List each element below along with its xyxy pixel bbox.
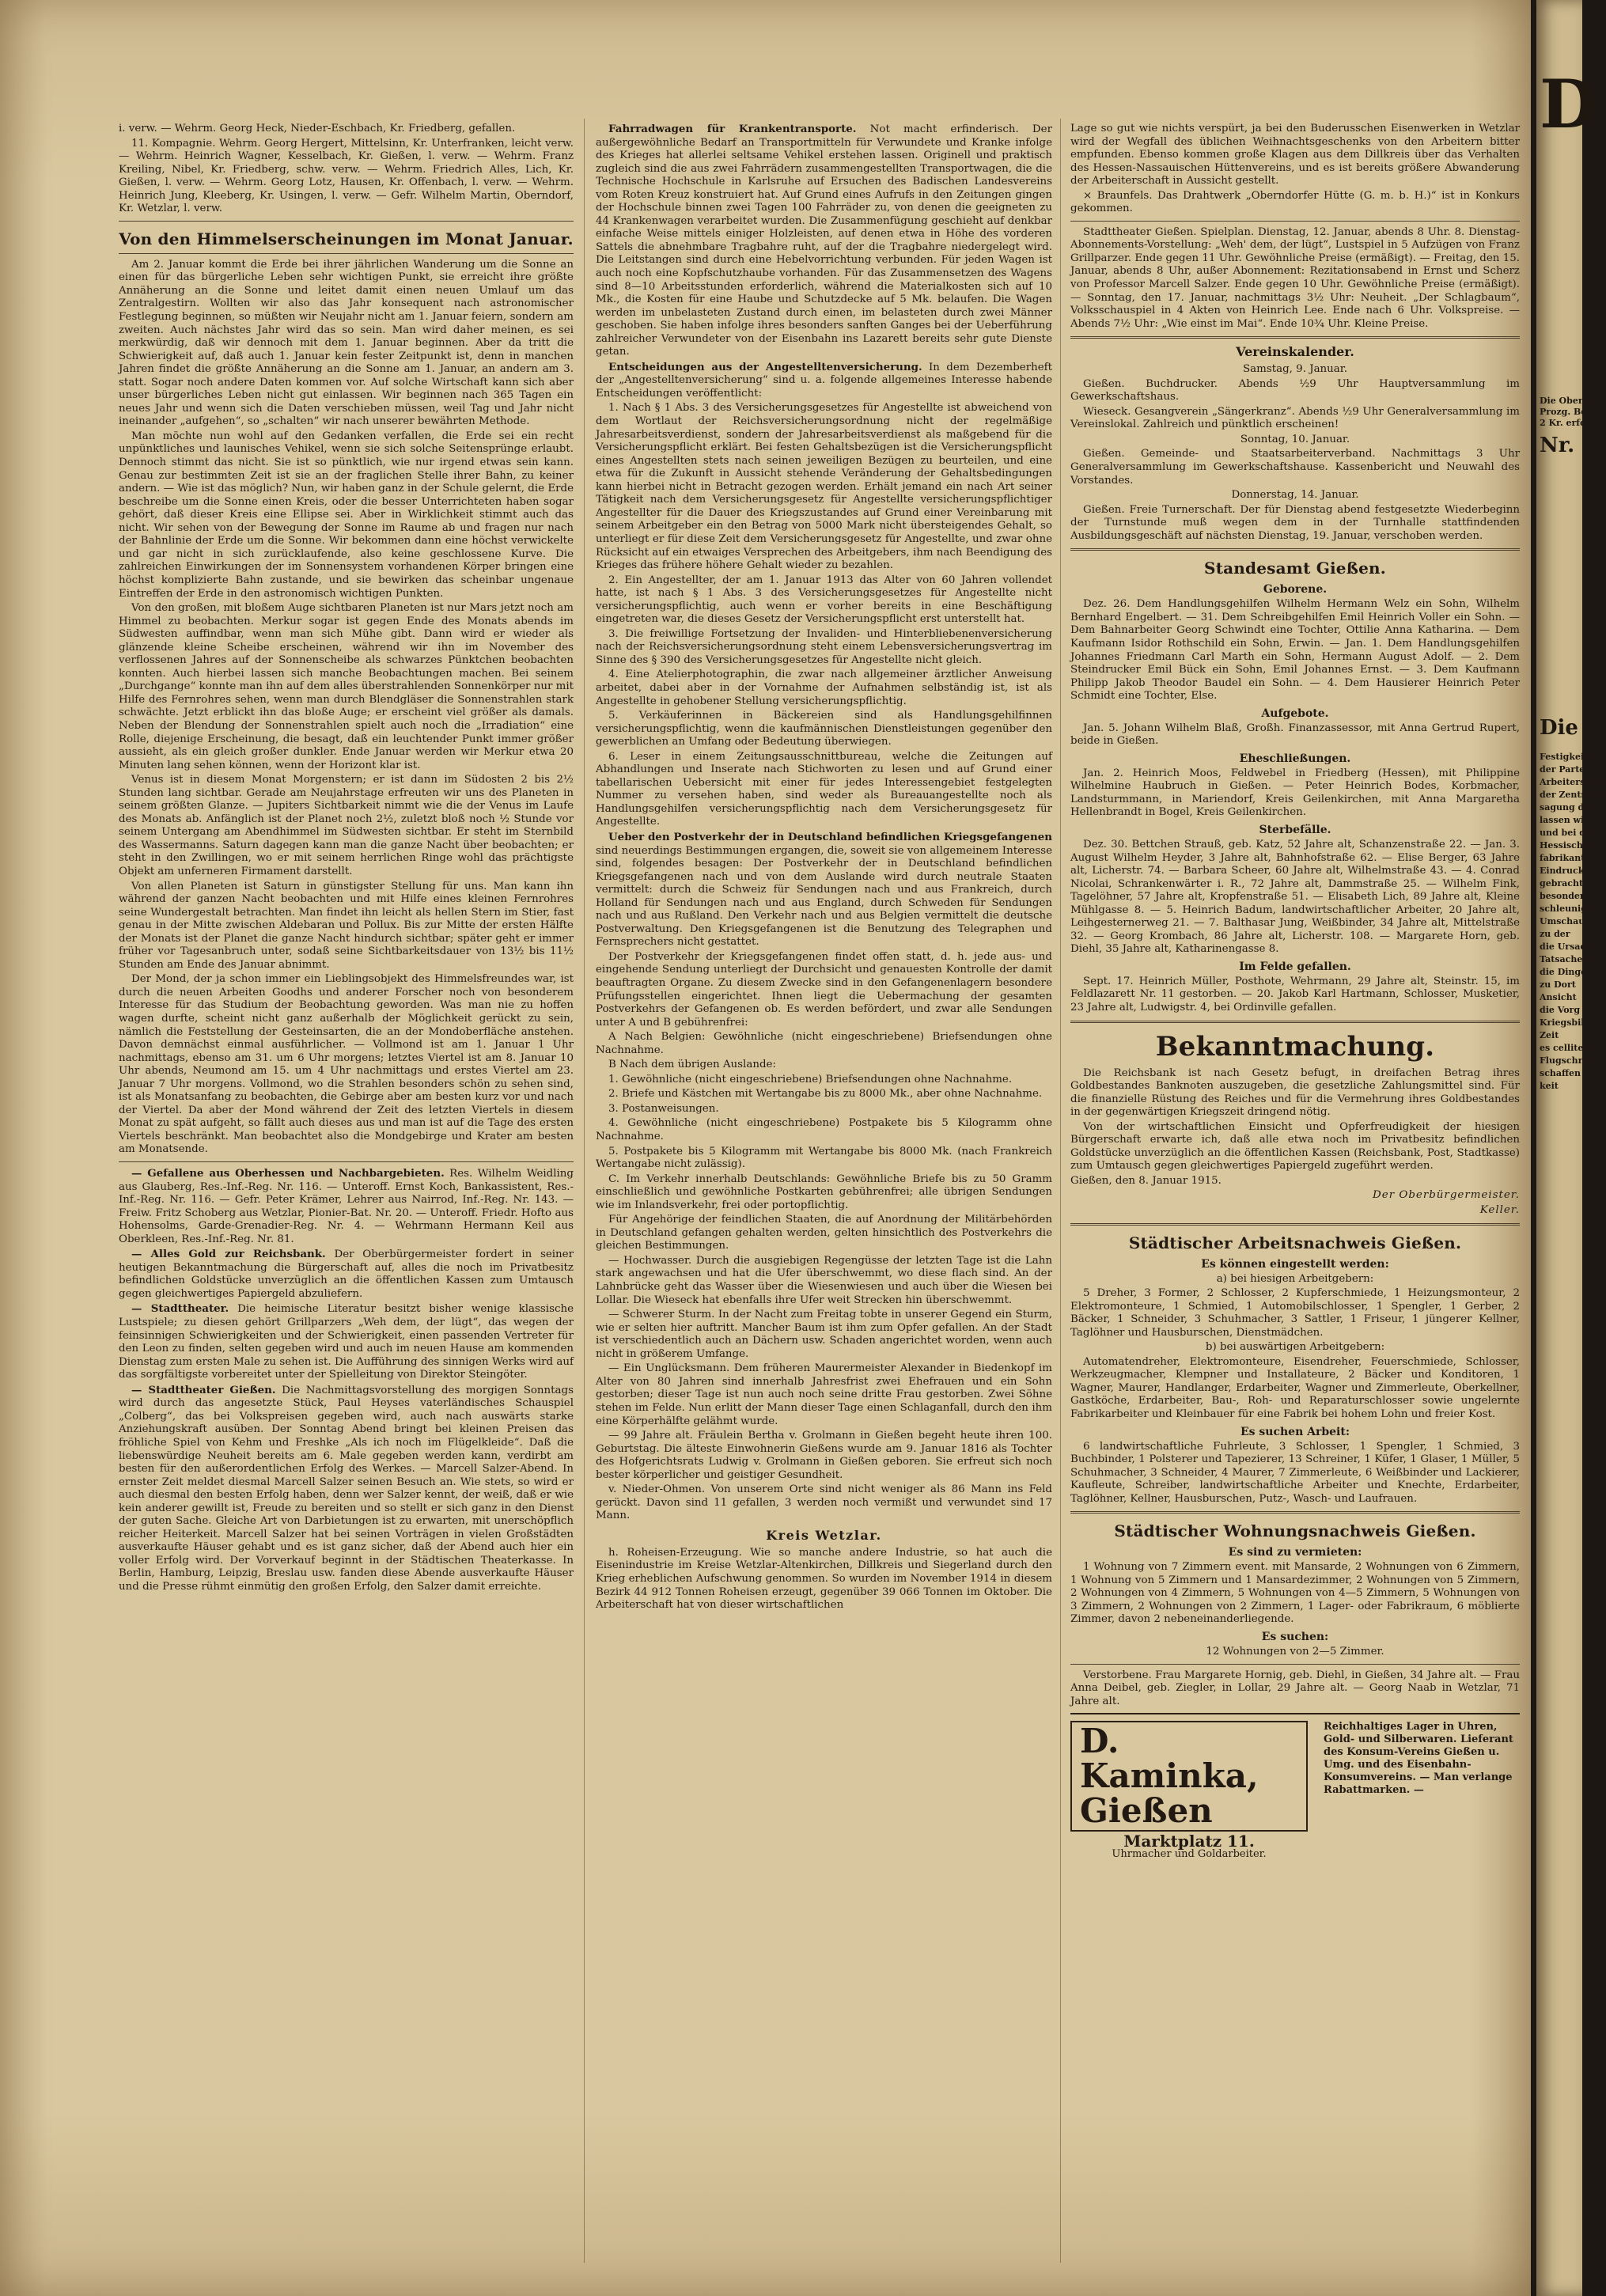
next-page-text-line: Hessischen: [1540, 840, 1595, 851]
section-heading-standesamt: Standesamt Gießen.: [1204, 559, 1386, 578]
next-page-text-line: schaffen: [1540, 1068, 1581, 1078]
subheading: Es suchen:: [1261, 1631, 1329, 1644]
item-headline: Fahrradwagen für Krankentransporte.: [608, 123, 857, 135]
next-page-text: Die Oberh: [1540, 396, 1589, 406]
item-text: Die heimische Literatur besitzt bisher wenige klassische Lustspiele; zu diesen gehört Grillparzers „Weh dem, der lügt“, das wegen der feinsinnigen Schwierigkeiten und der Schwierigkeit, einen passenden Vertreter für den Leon zu finden, selten gegeben wird und auch im neuen Hause am kommenden Dienstag zum ersten Male zu sehen ist. Die Aufführung des sinnigen Werks wird auf das sorgfältigste vorbereitet unter der Spielleitung von Direktor Steingöter.: [119, 1303, 574, 1381]
column-left: [119, 123, 574, 1596]
list-item: 1. Nach § 1 Abs. 3 des Versicherungsgesetzes für Angestellte ist abweichend von dem Wortlaut der Reichsversicherungsordnung nicht der regelmäßige Jahresarbeitsverdienst, sondern der Jahresarbeitsverdienst als maßgebend für die Versicherungspflicht erklärt. Bei festen Gehaltsbezügen ist die Versicherungspflicht eines Angestellten stets nach seinen jeweiligen Bezügen zu beurteilen, und eine etwa für die Zukunft in Aussicht stehende Veränderung der Gehaltsbedingungen kann hierbei nicht in Betracht gezogen werden. Erhält jemand ein nach Art seiner Tätigkeit nach dem Versicherungsgesetz für Angestellte versicherungspflichtiger Angestellter für die Dauer des Kriegszustandes auf Grund einer Vereinbarung mit seinem Arbeitgeber ein den Betrag von 5000 Mark nicht übersteigendes Gehalt, so unterliegt er für diese Zeit dem Versicherungsgesetz für Angestellte, und zwar ohne Rücksicht auf ein etwaiges Versprechen des Arbeitgebers, ihm nach Beendigung des Krieges das frühere höhere Gehalt wieder zu bezahlen.: [596, 402, 1052, 572]
local-news-item: × Braunfels. Das Drahtwerk „Oberndorfer Hütte (G. m. b. H.)“ ist in Konkurs gekommen.: [1070, 189, 1520, 215]
subheading: Es sind zu vermieten:: [1228, 1546, 1362, 1559]
notice-date: Gießen, den 8. Januar 1915.: [1070, 1174, 1222, 1187]
next-page-text-line: besonders: [1540, 891, 1589, 901]
article-paragraph: 2. Briefe und Kästchen mit Wertangabe bis zu 8000 Mk., aber ohne Nachnahme.: [608, 1088, 1043, 1101]
date-line: Sonntag, 10. Januar.: [1240, 433, 1350, 445]
article-paragraph: Von allen Planeten ist Saturn in günstigster Stellung für uns. Man kann ihn während der ganzen Nacht beobachten und mit Hilfe eines kleinen Fernrohres seine Wundergestalt betrachten. Man findet ihn leicht als hellen Stern im Stier, fast genau in der Mitte zwischen Aldebaran und Pollux. Bis zur Mitte der ersten Hälfte der Monats ist der Planet die ganze Nacht hindurch sichtbar; später geht er immer früher vor Tagesanbruch unter, sodaß seine Sichtbarkeitsdauer von 13½ bis 11½ Stunden am Ende des Januar abnimmt.: [119, 880, 574, 971]
column-rule: [1060, 119, 1061, 2263]
local-news-item: — Schwerer Sturm. In der Nacht zum Freitag tobte in unserer Gegend ein Sturm, wie er selten hier auftritt. Mancher Baum ist ihm zum Opfer gefallen. An der Stadt ist verschiedentlich auch an Dächern usw. Schaden angerichtet worden, wenn auch nicht in größerem Umfange.: [596, 1309, 1052, 1360]
column-rule: [584, 119, 585, 2263]
job-list: Automatendreher, Elektromonteure, Eisendreher, Feuerschmiede, Schlosser, Werkzeugmacher, Klempner und Installateure, 2 Bäcker und Konditoren, 1 Wagner, Maurer, Handlanger, Erdarbeiter, Wagner und Zimmerleute, Oberkellner, Gastköche, Erdarbeiter, Bau-, Roh- und Reparaturschlosser sowie ungelernte Fabrikarbeiter und Kleinbauer für eine Fabrik bei hohem Lohn und freier Kost.: [1070, 1355, 1520, 1421]
article-paragraph: Lage so gut wie nichts verspürt, ja bei den Buderusschen Eisenwerken in Wetzlar wird der Wegfall des üblichen Weihnachtsgeschenks von den Arbeitern bitter empfunden. Ebenso kommen große Klagen aus dem Dillkreis über das Verhalten des Hessen-Nassauischen Hüttenvereins, und es ist bereits größere Abwanderung der Arbeiterschaft in Aussicht gestellt.: [1070, 123, 1520, 188]
death-notice: Verstorbene. Frau Margarete Hornig, geb. Diehl, in Gießen, 34 Jahre alt. — Frau Anna Deibel, geb. Ziegler, in Lollar, 29 Jahre alt. — Georg Naab in Wetzlar, 71 Jahre alt.: [1070, 1669, 1520, 1707]
housing-list: 12 Wohnungen von 2—5 Zimmer.: [1206, 1646, 1384, 1658]
next-page-text-line: die Vorg: [1540, 1005, 1581, 1015]
next-page-text-line: die Dinge: [1540, 967, 1587, 977]
article-paragraph: 3. Postanweisungen.: [608, 1102, 719, 1115]
notice-signature-office: Der Oberbürgermeister.: [1373, 1189, 1520, 1202]
subheading-sterbefaelle: Sterbefälle.: [1259, 823, 1331, 836]
next-page-text-line: fabrikanten: [1540, 853, 1597, 863]
section-heading-wohnungsnachweis: Städtischer Wohnungsnachweis Gießen.: [1114, 1521, 1476, 1541]
registry-text: Dez. 30. Bettchen Strauß, geb. Katz, 52 Jahre alt, Schanzenstraße 22. — Jan. 3. August Wilhelm Heyder, 3 Jahre alt, Bahnhofstraße 62. — Elise Berger, 63 Jahre alt, Licherstr. 74. — Barbara Scheer, 60 Jahre alt, Wilhelmstraße 43. — 4. Conrad Nicolai, Schrankenwärter i. R., 72 Jahre alt, Dammstraße 25. — Wilhelm Fink, Tagelöhner, 57 Jahre alt, Kropfenstraße 51. — Elisabeth Lich, 89 Jahre alt, Kleine Mühlgasse 8. — 5. Heinrich Badum, landwirtschaftlicher Arbeiter, 20 Jahre alt, Leihgesternerweg 21. — 7. Balthasar Jung, Weißbinder, 34 Jahre alt, Mittelstraße 32. — Georg Krombach, 86 Jahre alt, Licherstr. 108. — Margarete Horn, geb. Diehl, 35 Jahre alt, Katharinengasse 8.: [1070, 838, 1520, 956]
article-paragraph: Am 2. Januar kommt die Erde bei ihrer jährlichen Wanderung um die Sonne an einen für das bürgerliche Leben sehr wichtigen Punkt, sie erreicht ihre größte Annäherung an die Sonne und leitet damit einen neuen Umlauf um das Zentralgestirn. Wollten wir also das Jahr konsequent nach astronomischer Festlegung beginnen, so müßten wir Neujahr nicht am 1. Januar feiern, sondern am zweiten. Auch nächstes Jahr wird das so sein. Man wird daher meinen, es sei merkwürdig, daß wir dennoch mit dem 1. Januar beginnen. Aber da tritt die Schwierigkeit auf, daß auch 1. Januar kein fester Zeitpunkt ist, denn in manchen Jahren findet die größte Annäherung an die Sonne am 1. Januar, an andern am 3. statt. Sogar noch andere Daten kommen vor. Auf solche Wirtschaft kann sich aber unser bürgerliches Leben nicht gut einlassen. Wir beginnen nach 365 Tagen ein neues Jahr und wenn sich die Daten verschieben müssen, weil Tag und Jahr nicht ineinander „aufgehen“, so „schalten“ wir nach unserer bewährten Methode.: [119, 258, 574, 428]
divider: [119, 253, 574, 254]
casualty-list-item: 11. Kompagnie. Wehrm. Georg Hergert, Mittelsinn, Kr. Unterfranken, leicht verw. — Wehrm. Heinrich Wagner, Kesselbach, Kr. Gießen, l. verw. — Wehrm. Franz Kreiling, Nibel, Kr. Friedberg, schw. verw. — Wehrm. Friedrich Alles, Lich, Kr. Gießen, l. verw. — Wehrm. Georg Lotz, Hausen, Kr. Offenbach, l. verw. — Wehrm. Heinrich Jung, Kleeberg, Kr. Usingen, l. verw. — Gefr. Wilhelm Martin, Oberndorf, Kr. Wetzlar, l. verw.: [119, 137, 574, 215]
next-page-text-line: Kriegsbild: [1540, 1017, 1591, 1028]
article-paragraph: Für Angehörige der feindlichen Staaten, die auf Anordnung der Militärbehörden in Deutschland gefangen gehalten werden, gelten hinsichtlich des Postverkehrs die gleichen Bestimmungen.: [596, 1214, 1052, 1252]
list-item: 3. Die freiwillige Fortsetzung der Invaliden- und Hinterbliebenenversicherung nach der Reichsversicherungsordnung steht einem Lebensversicherungsvertrag im Sinne des § 390 des Versicherungsgesetzes für Angestellte nicht gleich.: [596, 627, 1052, 666]
calendar-entry: Wieseck. Gesangverein „Sängerkranz“. Abends ½9 Uhr Generalversammlung im Vereinslokal. Zahlreich und pünktlich erscheinen!: [1070, 405, 1520, 431]
next-page-text-line: Festigkeit s: [1540, 752, 1597, 762]
divider: [1070, 336, 1520, 339]
subheading-im-felde-gefallen: Im Felde gefallen.: [1239, 960, 1351, 973]
subheading: Es suchen Arbeit:: [1240, 1425, 1350, 1438]
item-headline: — Stadttheater.: [131, 1302, 229, 1316]
registry-text: Dez. 26. Dem Handlungsgehilfen Wilhelm Hermann Welz ein Sohn, Wilhelm Bernhard Engelbert. — 31. Dem Schreibgehilfen Emil Heinrich Voller ein Sohn. — Dem Bahnarbeiter Georg Schwindt eine Tochter, Ottilie Anna Katharina. — Dem Kaufmann Isidor Rothschild ein Sohn, Erwin. — Jan. 1. Dem Handlungsgehilfen Johannes Friedmann Carl Marth ein Sohn, Hermann August Adolf. — 2. Dem Steindrucker Emil Bück ein Sohn, Emil Johannes Ernst. — 3. Dem Kaufmann Philipp Jakob Theodor Baudel ein Sohn. — 4. Dem Hausierer Heinrich Peter Schmidt eine Tochter, Else.: [1070, 598, 1520, 703]
ad-firm-name: D. Kaminka, Gießen: [1070, 1721, 1308, 1832]
item-text: Der Oberbürgermeister fordert in seiner heutigen Bekanntmachung die Bürgerschaft auf, alles die noch im Privatbesitz befindlichen Goldstücke unverzüglich an die öffentlichen Kassen zum Umtausch gegen gleichwertiges Papiergeld abzuliefern.: [119, 1248, 574, 1300]
calendar-entry: Gießen. Gemeinde- und Staatsarbeiterverband. Nachmittags 3 Uhr Generalversammlung im Gewerkschaftshause. Kassenbericht und Neuwahl des Vorstandes.: [1070, 448, 1520, 487]
subheading-aufgebote: Aufgebote.: [1261, 707, 1329, 720]
item-text: Not macht erfinderisch. Der außergewöhnliche Bedarf an Transportmitteln für Verwundete und Kranke infolge des Krieges hat allerlei seltsame Vehikel erstehen lassen. Originell und praktisch zugleich sind die aus zwei Fahrrädern zusammengestellten Transportwagen, die die Technische Hochschule in Karlsruhe auf Ersuchen des Badischen Landesvereins vom Roten Kreuz konstruiert hat. Auf Grund eines Aufrufs in den Zeitungen gingen der Hochschule binnen zwei Tagen 100 Fahrräder zu, von denen die geeigneten zu 44 Krankenwagen verarbeitet wurden. Die Zusammenfügung geschieht auf denkbar einfache Weise mittels einiger Holzleisten, auf denen etwa in Höhe des vorderen Sattels die abnehmbare Tragbahre ruht, auf der die Tragbahre niedergelegt wird. Die Leitstangen sind durch eine Hebelvorrichtung verbunden. Für jeden Wagen ist auch noch eine Kopfschutzhaube vorhanden. Für das Zusammensetzen des Wagens sind 8—10 Arbeitsstunden erforderlich, während die Materialkosten sich auf 10 Mk., die Kosten für eine Haube und Schutzdecke auf 5 Mk. belaufen. Die Wagen werden im unbelasteten Zustand durch einen, im belasteten durch zwei Männer geschoben. Sie haben infolge ihres besonders sanften Ganges bei der Ueberführung zahlreicher Verwundeter von der Eisenbahn ins Lazarett bereits sehr gute Dienste getan.: [596, 123, 1052, 358]
ad-left-block: [1070, 1721, 1308, 1861]
registry-text: Jan. 5. Johann Wilhelm Blaß, Großh. Finanzassessor, mit Anna Gertrud Rupert, beide in Gießen.: [1070, 722, 1520, 748]
article-paragraph: C. Im Verkehr innerhalb Deutschlands: Gewöhnliche Briefe bis zu 50 Gramm einschließlich und gewöhnliche Postkarten gebührenfrei; alle übrigen Sendungen wie im Inlandsverkehr, frei oder portopflichtig.: [596, 1173, 1052, 1211]
item-text: In dem Dezemberheft der „Angestelltenversicherung“ sind u. a. folgende allgemeines Interesse habende Entscheidungen veröffentlicht:: [596, 361, 1052, 400]
list-item: 2. Ein Angestellter, der am 1. Januar 1913 das Alter von 60 Jahren vollendet hatte, ist nach § 1 Abs. 3 des Versicherungsgesetzes für Angestellte nicht versicherungspflichtig, auch wenn er vorher bereits in eine Beschäftigung eingetreten war, die dieses Gesetz der Versicherungspflicht erst unterstellt hat.: [596, 574, 1052, 626]
registry-text: Sept. 17. Heinrich Müller, Posthote, Wehrmann, 29 Jahre alt, Steinstr. 15, im Feldlazarett Nr. 11 gestorben. — 20. Jakob Karl Hartmann, Schlosser, Musketier, 23 Jahre alt, Ludwigstr. 4, bei Ordinville gefallen.: [1070, 975, 1520, 1013]
article-paragraph: 5. Postpakete bis 5 Kilogramm mit Wertangabe bis 8000 Mk. (nach Frankreich Wertangabe nicht zulässig).: [596, 1145, 1052, 1171]
housing-list: 1 Wohnung von 7 Zimmern event. mit Mansarde, 2 Wohnungen von 6 Zimmern, 1 Wohnung von 5 Zimmern und 1 Mansardezimmer, 2 Wohnungen von 5 Zimmern, 2 Wohnungen von 4 Zimmern, 5 Wohnungen von 4—5 Zimmern, 5 Wohnungen von 3 Zimmern, 2 Wohnungen von 2 Zimmern, 1 Lager- oder Fabrikraum, 6 möblierte Zimmer, davon 2 nebeneinanderliegende.: [1070, 1561, 1520, 1626]
subheading: b) bei auswärtigen Arbeitgebern:: [1205, 1341, 1385, 1354]
next-page-text-line: gebracht: [1540, 878, 1584, 888]
divider: [1070, 221, 1520, 222]
column-middle: [596, 123, 1052, 1614]
divider: [1070, 548, 1520, 551]
next-page-text-line: die Ursache: [1540, 942, 1598, 952]
next-page-text-line: Eindruck: [1540, 866, 1585, 876]
notice-signature-name: Keller.: [1479, 1204, 1520, 1216]
subheading-eheschliessungen: Eheschließungen.: [1239, 752, 1351, 765]
job-list: 6 landwirtschaftliche Fuhrleute, 3 Schlosser, 1 Spengler, 1 Schmied, 3 Buchbinder, 1 Polsterer und Tapezierer, 13 Schreiner, 1 Küfer, 1 Glaser, 1 Müller, 5 Schuhmacher, 3 Schneider, 4 Maurer, 7 Zimmerleute, 6 Weißbinder und Lackierer, Kaufleute, Schreiber, landwirtschaftliche Arbeiter und Knechte, Erdarbeiter, Taglöhner, Kellner, Hausburschen, Putz-, Wasch- und Laufrauen.: [1070, 1440, 1520, 1505]
job-list: 5 Dreher, 3 Former, 2 Schlosser, 2 Kupferschmiede, 1 Heizungsmonteur, 2 Elektromonteure, 1 Schmied, 1 Automobilschlosser, 1 Spengler, 1 Gerber, 2 Bäcker, 1 Schneider, 3 Schuhmacher, 3 Sattler, 1 Friseur, 1 jüngerer Kellner, Taglöhner und Hausburschen, Dienstmädchen.: [1070, 1287, 1520, 1339]
next-page-masthead-fragment: D: [1540, 65, 1597, 143]
article-headline-himmel: Von den Himmelserscheinungen im Monat Januar.: [119, 229, 574, 248]
article-paragraph: Man möchte nun wohl auf den Gedanken verfallen, die Erde sei ein recht unpünktliches und launisches Vehikel, wenn sie sich solche Seitensprünge erlaubt. Dennoch stimmt das nicht. Sie ist so pünktlich, wie nur irgend etwas sein kann. Genau zur bestimmten Zeit ist sie an der fraglichen Stelle ihrer Bahn, zu keiner andern. — Wie ist das möglich? Nun, wir haben ganz in der Schule gelernt, die Erde beschreibe um die Sonne einen Kreis, oder die besser Unterrichteten haben sogar gehört, daß dieser Kreis eine Ellipse sei. Aber in Wirklichkeit stimmt auch das nicht. Wir sehen von der Bewegung der Sonne im Raume ab und fragen nur nach der Bahnlinie der Erde um die Sonne. Wir bekommen dann eine höchst verwickelte und gar nicht in sich zurücklaufende, also keine geschlossene Kurve. Die zahlreichen Einwirkungen der im Sonnensystem vorhandenen Körper bringen eine höchst komplizierte Bahn zustande, und sie bewirken das scheinbar ungenaue Eintreffen der Erde in den astronomisch wichtigen Punkten.: [119, 430, 574, 600]
notice-paragraph: Die Reichsbank ist nach Gesetz befugt, in dreifachen Betrag ihres Goldbestandes Banknoten auszugeben, die gesetzliche Zahlungsmittel sind. Für die finanzielle Rüstung des Reiches und für die Vermehrung ihres Goldbestandes in der gegenwärtigen Kriegszeit dringend nötig.: [1070, 1067, 1520, 1119]
next-page-text-line: und bei der: [1540, 828, 1596, 838]
divider: [119, 221, 574, 222]
list-item: 4. Eine Atelierphotographin, die zwar nach allgemeiner ärztlicher Anweisung arbeitet, dabei aber in der Vornahme der Aufnahmen selbständig ist, ist als Angestellte in gehobener Stellung versicherungspflichtig.: [596, 669, 1052, 707]
next-page-text-line: Umschau: [1540, 916, 1585, 926]
next-page-text-line: Zeit: [1540, 1030, 1559, 1040]
next-page-text-line: zu Dort: [1540, 979, 1576, 990]
article-paragraph: B Nach dem übrigen Auslande:: [608, 1059, 776, 1071]
local-news-item: v. Nieder-Ohmen. Von unserem Orte sind nicht weniger als 86 Mann ins Feld gerückt. Davon sind 11 gefallen, 3 werden noch vermißt und verwundet sind 17 Mann.: [596, 1483, 1052, 1522]
item-headline: — Alles Gold zur Reichsbank.: [131, 1248, 326, 1261]
casualty-list-item: i. verw. — Wehrm. Georg Heck, Nieder-Eschbach, Kr. Friedberg, gefallen.: [119, 123, 516, 135]
next-page-text-line: zu der: [1540, 929, 1570, 939]
calendar-entry: Gießen. Freie Turnerschaft. Der für Dienstag abend festgesetzte Wiederbeginn der Turnstunde muß wegen dem in der Turnhalle stattfindenden Ausbildungsgeschäft auf nächsten Dienstag, 19. Januar, verschoben werden.: [1070, 503, 1520, 542]
local-news-item: — Hochwasser. Durch die ausgiebigen Regengüsse der letzten Tage ist die Lahn stark angewachsen und hat die Ufer überschwemmt, wo diese flach sind. An der Lahnbrücke geht das Wasser über die Wiesenwiesen und auch über die Wiesen bei Lollar. Die Wieseck hat ebenfalls ihre Ufer weit Strecken hin überschwemmt.: [596, 1254, 1052, 1306]
date-line: Donnerstag, 14. Januar.: [1231, 489, 1359, 502]
item-text: Res. Wilhelm Weidling aus Glauberg, Res.-Inf.-Reg. Nr. 116. — Unteroff. Ernst Koch, Bankassistent, Res.-Inf.-Reg. Nr. 116. — Gefr. Peter Krämer, Lehrer aus Nairrod, Inf.-Reg. Nr. 143. — Freiw. Fritz Schoberg aus Wetzlar, Pionier-Bat. Nr. 20. — Unteroff. Friedr. Hofto aus Hohensolms, Garde-Grenadier-Reg. Nr. 4. — Wehrmann Hermann Keil aus Oberkleen, Res.-Inf.-Reg. Nr. 81.: [119, 1168, 574, 1245]
next-page-text: 2 Kr. erfch: [1540, 418, 1592, 428]
divider: [1070, 1664, 1520, 1665]
list-item: 6. Leser in einem Zeitungsausschnittbureau, welche die Zeitungen auf Abhandlungen und Inserate nach Stichworten zu lesen und auf Grund einer tabellarischen Uebersicht mit einer für jedes Interessengebiet festgelegten Nummer zu versehen haben, sind weder als Bureauangestellte noch als Handlungsgehilfen versicherungspflichtig nach dem Versicherungsgesetz für Angestellte.: [596, 750, 1052, 828]
next-page-text-line: Flugschrift: [1540, 1055, 1594, 1066]
notice-paragraph: Von der wirtschaftlichen Einsicht und Opferfreudigkeit der hiesigen Bürgerschaft erwarte ich, daß alle etwa noch im Privatbesitz befindlichen Goldstücke unverzüglich an die öffentlichen Kassen (Reichsbank, Post, Stadtkasse) zum Umtausch gegen gleichwertiges Papiergeld zugeführt werden.: [1070, 1120, 1520, 1173]
article-paragraph: Von den großen, mit bloßem Auge sichtbaren Planeten ist nur Mars jetzt noch am Himmel zu beobachten. Merkur sogar ist gegen Ende des Monats abends im Südwesten auffindbar, wenn man sich Mühe gibt. Dann wird er wieder als glänzende kleine Scheibe erscheinen, während wir ihn im November des verflossenen Jahres auf der Sonnenscheibe als schwarzes Pünktchen beobachten konnten. Auch hierbei lassen sich manche Beobachtungen machen. Bei seinem „Durchgange“ konnte man ihn auf dem alles überstrahlenden Sonnenkörper nur mit Hilfe des Fernrohres sehen, wenn man durch Blendgläser die Sonnenstrahlen stark schwächte. Jetzt erblickt ihn das bloße Auge; er erscheint viel größer als damals. Neben der Blendung der Sonnenstrahlen spielt auch noch die „Irradiation“ eine Rolle, diejenige Erscheinung, die besagt, daß ein leuchtender Punkt immer größer aussieht, als ein gleich großer dunkler. Ende Januar werden wir Merkur etwa 20 Minuten lang sehen können, wenn der Horizont klar ist.: [119, 602, 574, 771]
divider: [1070, 1511, 1520, 1514]
section-heading-vereinskalender: Vereinskalender.: [1236, 344, 1354, 360]
advertisement-kaminka: [1070, 1713, 1520, 1860]
next-page-text-line: Tatsachen: [1540, 954, 1589, 964]
section-heading-arbeitsnachweis: Städtischer Arbeitsnachweis Gießen.: [1128, 1233, 1462, 1252]
ad-address: Marktplatz 11.: [1123, 1832, 1255, 1851]
item-headline: — Stadttheater Gießen.: [131, 1383, 276, 1396]
next-page-text-line: schleunig: [1540, 904, 1587, 914]
article-paragraph: 1. Gewöhnliche (nicht eingeschriebene) Briefsendungen ohne Nachnahme.: [608, 1073, 1013, 1085]
calendar-entry: Gießen. Buchdrucker. Abends ½9 Uhr Hauptversammlung im Gewerkschaftshaus.: [1070, 377, 1520, 404]
date-line: Samstag, 9. Januar.: [1243, 363, 1347, 376]
article-paragraph: Der Mond, der ja schon immer ein Lieblingsobjekt des Himmelsfreundes war, ist durch die neuen Arbeiten Goodhs und anderer Forscher noch von besonderem Interesse für das Studium der Beobachtung geworden. Was man nie zu hoffen wagen durfte, scheint nicht ganz außerhalb der Möglichkeit gerückt zu sein, nämlich die Feststellung der Gesteinsarten, die an der Mondoberfläche anstehen. Davon demnächst einmal ausführlicher. — Vollmond ist am 1. Januar 1 Uhr nachmittags, ebenso am 31. um 6 Uhr morgens; letztes Viertel ist am 8. Januar 10 Uhr abends, Neumond am 15. um 4 Uhr nachmittags und erstes Viertel am 23. Januar 7 Uhr morgens. Vollmond, wo die Strahlen besonders schön zu sehen sind, ist als Monatsanfang zu beobachten, die Gebirge aber am besten kurz vor und nach der Viertel. Da aber der Mond während der Zeit des letzten Viertels in diesem Monat zu spät aufgeht, so fällt auch dieses aus und man ist auf die Tage des ersten Viertels beschränkt. Man beobachtet also die Mondgebirge und Krater am besten am Monatsende.: [119, 973, 574, 1156]
next-page-text-line: sagung des: [1540, 802, 1595, 813]
article-paragraph: Venus ist in diesem Monat Morgenstern; er ist dann im Südosten 2 bis 2½ Stunden lang sichtbar. Gerade am Neujahrstage erfreuten wir uns des Planeten in seinem größten Glanze. — Jupiters Sichtbarkeit nimmt wie die der Venus im Laufe des Monats ab. Anfänglich ist der Planet noch 2½, zuletzt bloß noch ½ Stunde vor seinem Untergang am Abendhimmel im Südwesten sichtbar. Er steht im Sternbild des Wassermanns. Saturn dagegen kann man die ganze Nacht über beobachten; er steht in den Zwillingen, wo er mit seinem herrlichen Ringe wohl das prächtigste Objekt am unferneren Firmament darstellt.: [119, 774, 574, 877]
article-paragraph: h. Roheisen-Erzeugung. Wie so manche andere Industrie, so hat auch die Eisenindustrie im Kreise Wetzlar-Altenkirchen, Dillkreis und Siegerland durch den Krieg erheblichen Aufschwung genommen. So wurden im November 1914 in diesem Bezirk 44 912 Tonnen Roheisen erzeugt, gegenüber 39 066 Tonnen im Oktober. Die Arbeiterschaft hat von dieser wirtschaftlichen: [596, 1546, 1052, 1612]
divider: [1070, 1223, 1520, 1226]
local-news-item: — Ein Unglücksmann. Dem früheren Maurermeister Alexander in Biedenkopf im Alter von 80 Jahren sind innerhalb Jahresfrist zwei Ehefrauen und ein Sohn gestorben; dieser Tage ist nun auch noch seine dritte Frau gestorben. Zwei Söhne stehen im Felde. Nun erlitt der Mann dieser Tage einen Schlaganfall, durch den ihm eine Körperhälfte gelähmt wurde.: [596, 1362, 1052, 1427]
next-page-edge: [1536, 0, 1606, 2296]
divider: [1070, 1021, 1520, 1023]
article-paragraph: Der Postverkehr der Kriegsgefangenen findet offen statt, d. h. jede aus- und eingehende Sendung unterliegt der Durchsicht und genauesten Kontrolle der damit beauftragten Organe. Zu diesem Zwecke sind in den Gefangenenlagern besondere Prüfungsstellen eingerichtet. Ihnen liegt die Uebermachung der gesamten Postverkehrs der Gefangenen ob. Es werden befördert, und zwar alle Sendungen unter A und B gebührenfrei:: [596, 950, 1052, 1029]
next-page-text: Prozg. Be: [1540, 407, 1587, 417]
article-paragraph: A Nach Belgien: Gewöhnliche (nicht eingeschriebene) Briefsendungen ohne Nachnahme.: [596, 1031, 1052, 1056]
next-page-text-line: es celliten: [1540, 1043, 1590, 1053]
item-text: sind neuerdings Bestimmungen ergangen, die, soweit sie von allgemeinem Interesse sind, folgendes besagen: Der Postverkehr der in Deutschland befindlichen Kriegsgefangenen nach und von dem Auslande wird durch neutrale Staaten vermittelt: durch die Schweiz für Sendungen nach und aus Frankreich, durch Holland für Sendungen nach und aus England, durch Schweden für Sendungen nach und aus Rußland. Den Verkehr nach und aus Belgien vermittelt die deutsche Postverwaltung. Den Kriegsgefangenen ist die Benutzung des Telegraphen und Fernsprechers nicht gestattet.: [596, 844, 1052, 949]
list-item: 5. Verkäuferinnen in Bäckereien sind als Handlungsgehilfinnen versicherungspflichtig, wenn die kaufmännischen Dienstleistungen gegenüber den gewerblichen an Umfang oder Bedeutung überwiegen.: [596, 710, 1052, 748]
next-page-text-line: der Partei: [1540, 764, 1589, 775]
ad-trade: Uhrmacher und Goldarbeiter.: [1112, 1847, 1267, 1860]
item-text: Die Nachmittagsvorstellung des morgigen Sonntags wird durch das angesetzte Stück, Paul Heyses vaterländisches Schauspiel „Colberg“, das bei Volkspreisen gegeben wird, auch nach auswärts starke Anziehungskraft ausüben. Der Sonntag Abend bringt bei kleinen Preisen das fröhliche Spiel von Kehm und Freshke „Als ich noch im Flügelkleide“. Daß die liebenswürdige Neuheit bereits am 6. Male gegeben werden kann, verdirbt am besten für den außerordentlichen Erfolg des Werkes. — Marcell Salzer-Abend. In ernster Zeit meldet diesmal Marcell Salzer seinen Besuch an. Wie stets, so wird er auch diesmal den besten Erfolg haben, denn wer Salzer kennt, der weiß, daß er wie kein anderer gewillt ist, Freude zu bereiten und so stellt er sich ganz in den Dienst der guten Sache. Gleiche Art von Darbietungen ist zu erwarten, mit unerschöpflich reicher Heiterkeit. Marcell Salzer hat bei seinen Vorträgen in vielen Großstädten ausverkaufte Häuser gehabt und es ist ganz sicher, daß der Abend auch hier ein voller Erfolg wird. Der Vorverkauf beginnt in der Städtischen Theaterkasse. In Berlin, Hamburg, Leipzig, Breslau usw. fanden diese Abende ausverkaufte Häuser und die Presse rühmt einmütig den großen Erfolg, den Salzer damit erreichte.: [119, 1384, 574, 1593]
column-right: [1070, 123, 1520, 1860]
item-headline: Entscheidungen aus der Angestelltenversicherung.: [608, 360, 922, 373]
item-headline: — Gefallene aus Oberhessen und Nachbargebieten.: [131, 1167, 445, 1180]
theater-schedule: Stadttheater Gießen. Spielplan. Dienstag, 12. Januar, abends 8 Uhr. 8. Dienstag-Abonnements-Vorstellung: „Weh' dem, der lügt“, Lustspiel in 5 Aufzügen von Franz Grillparzer. Ende gegen 11 Uhr. Gewöhnliche Preise (ermäßigt). — Freitag, den 15. Januar, abends 8 Uhr, außer Abonnement: Rezitationsabend in Ernst und Scherz von Professor Marcell Salzer. Ende gegen 10 Uhr. Gewöhnliche Preise (ermäßigt). — Sonntag, den 17. Januar, nachmittags 3½ Uhr: Neuheit. „Der Schlagbaum“, Volksschauspiel in 4 Akten von Heinrich Lee. Ende nach 6 Uhr. Volkspreise. — Abends 7½ Uhr: „Wie einst im Mai“. Ende 10¾ Uhr. Kleine Preise.: [1070, 225, 1520, 330]
article-paragraph: 4. Gewöhnliche (nicht eingeschriebene) Postpakete bis 5 Kilogramm ohne Nachnahme.: [596, 1117, 1052, 1143]
subheading: Es können eingestellt werden:: [1201, 1257, 1389, 1271]
next-page-text-line: Ansicht: [1540, 992, 1577, 1002]
next-page-text-line: keit: [1540, 1081, 1559, 1091]
local-news-item: — 99 Jahre alt. Fräulein Bertha v. Grolmann in Gießen begeht heute ihren 100. Geburtstag. Die älteste Einwohnerin Gießens wurde am 9. Januar 1816 als Tochter des Hofgerichtsrats Ludwig v. Grolmann in Gießen geboren. Sie erfreut sich noch bester körperlicher und geistiger Gesundheit.: [596, 1430, 1052, 1481]
subheading: a) bei hiesigen Arbeitgebern:: [1216, 1272, 1374, 1285]
ad-right-text: Reichhaltiges Lager in Uhren, Gold- und Silberwaren. Lieferant des Konsum-Vereins Gießen u. Umg. und des Eisenbahn-Konsumvereins. — Man verlange Rabattmarken. —: [1324, 1721, 1513, 1797]
next-page-number: Nr.: [1540, 434, 1575, 457]
next-page-text-line: Arbeiterschaf: [1540, 777, 1606, 787]
item-headline: Ueber den Postverkehr der in Deutschland befindlichen Kriegsgefangenen: [608, 830, 1052, 843]
next-page-headline: Die: [1540, 716, 1578, 740]
divider: [119, 1161, 574, 1162]
notice-headline-bekanntmachung: Bekanntmachung.: [1155, 1030, 1435, 1063]
registry-text: Jan. 2. Heinrich Moos, Feldwebel in Friedberg (Hessen), mit Philippine Wilhelmine Haubruch in Gießen. — Peter Heinrich Bodes, Korbmacher, Landsturmmann, in Mariendorf, Kreis Geilenkirchen, mit Anna Margaretha Hellenbrandt in Bogel, Kreis Geilenkirchen.: [1070, 767, 1520, 819]
next-page-text-line: der Zentrums: [1540, 790, 1606, 800]
section-heading-wetzlar: Kreis Wetzlar.: [766, 1527, 882, 1543]
next-page-text-line: lassen will: [1540, 815, 1591, 825]
subheading-geborene: Geborene.: [1263, 583, 1328, 597]
